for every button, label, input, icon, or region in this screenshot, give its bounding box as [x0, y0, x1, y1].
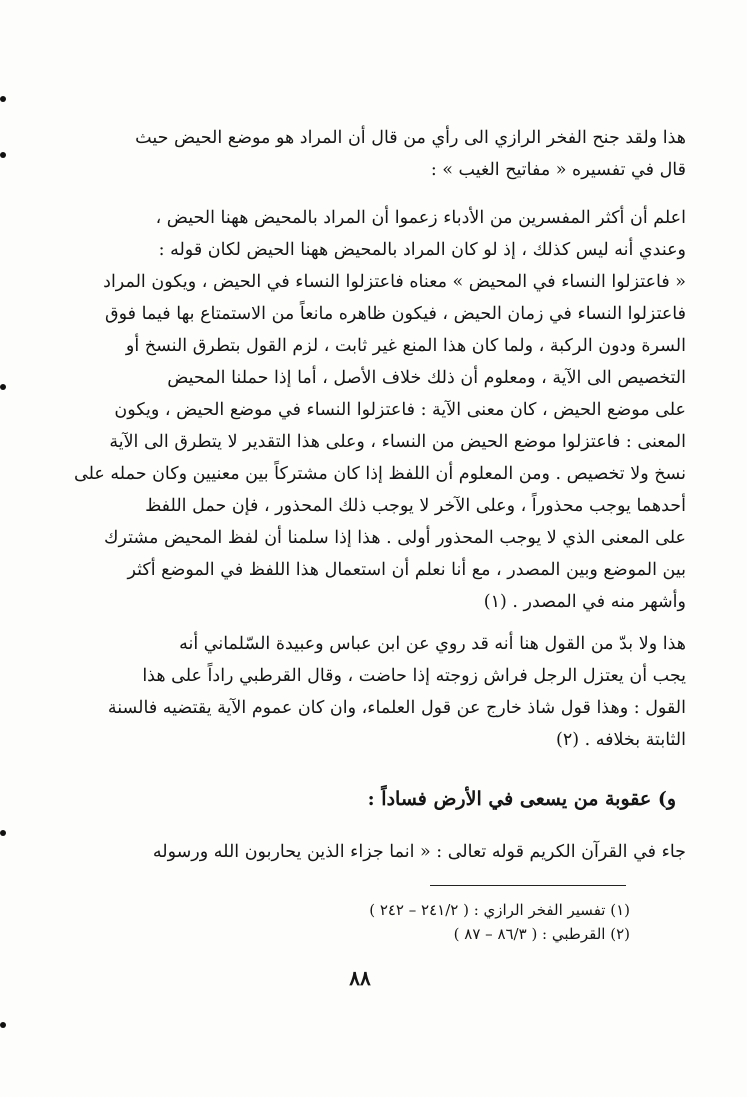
text-line: اعلم أن أكثر المفسرين من الأدباء زعموا أن المراد بالمحيض ههنا الحيض ،	[155, 208, 686, 228]
text-line: التخصيص الى الآية ، ومعلوم أن ذلك خلاف الأصل ، أما إذا حملنا المحيض	[167, 368, 686, 388]
text-line: هذا ولقد جنح الفخر الرازي الى رأي من قال أن المراد هو موضع الحيض حيث	[135, 128, 686, 148]
page-number: ٨٨	[349, 966, 371, 990]
paragraph-intro	[62, 122, 686, 186]
footnote-divider	[430, 885, 626, 886]
footnotes	[300, 898, 630, 946]
text-line: وعندي أنه ليس كذلك ، إذ لو كان المراد بالمحيض ههنا الحيض لكان قوله :	[158, 240, 686, 260]
text-line: وأشهر منه في المصدر . (١)	[483, 592, 686, 612]
footnote-1: (١) تفسير الفخر الرازي : ( ٢٤١/٢ – ٢٤٢ )	[369, 901, 630, 919]
scan-margin-mark	[0, 1022, 6, 1028]
scan-margin-mark	[0, 96, 6, 102]
paragraph-quote-razi	[62, 202, 686, 618]
scan-margin-mark	[0, 830, 6, 836]
paragraph-quran-verse	[62, 836, 686, 868]
text-line: « فاعتزلوا النساء في المحيض » معناه فاعتزلوا النساء في الحيض ، ويكون المراد	[103, 272, 686, 292]
footnote-2: (٢) القرطبي : ( ٨٦/٣ – ٨٧ )	[453, 925, 630, 943]
text-line: على المعنى الذي لا يوجب المحذور أولى . هذا إذا سلمنا أن لفظ المحيض مشترك	[104, 528, 686, 548]
text-line: بين الموضع وبين المصدر ، مع أنا نعلم أن استعمال هذا اللفظ في الموضع أكثر	[127, 560, 686, 580]
section-heading: و) عقوبة من يسعى في الأرض فساداً :	[367, 788, 676, 810]
text-line: أحدهما يوجب محذوراً ، وعلى الآخر لا يوجب ذلك المحذور ، فإن حمل اللفظ	[145, 496, 686, 516]
text-line: السرة ودون الركبة ، ولما كان هذا المنع غير ثابت ، لزم القول بتطرق النسخ أو	[125, 336, 686, 356]
text-line: قال في تفسيره « مفاتيح الغيب » :	[430, 160, 686, 180]
text-line: جاء في القرآن الكريم قوله تعالى : « انما جزاء الذين يحاربون الله ورسوله	[152, 842, 686, 862]
text-line: نسخ ولا تخصيص . ومن المعلوم أن اللفظ إذا كان مشتركاً بين معنيين وكان حمله على	[74, 464, 686, 484]
paragraph-qurtubi	[62, 628, 686, 756]
scan-margin-mark	[0, 384, 6, 390]
text-line: فاعتزلوا النساء في زمان الحيض ، فيكون ظاهره مانعاً من الاستمتاع بها فيما فوق	[105, 304, 686, 324]
text-line: الثابتة بخلافه . (٢)	[555, 730, 686, 750]
text-line: هذا ولا بدّ من القول هنا أنه قد روي عن ابن عباس وعبيدة السّلماني أنه	[179, 634, 686, 654]
text-line: يجب أن يعتزل الرجل فراش زوجته إذا حاضت ، وقال القرطبي راداً على هذا	[142, 666, 686, 686]
scan-margin-mark	[0, 152, 6, 158]
text-line: المعنى : فاعتزلوا موضع الحيض من النساء ، وعلى هذا التقدير لا يتطرق الى الآية	[109, 432, 686, 452]
text-line: القول : وهذا قول شاذ خارج عن قول العلماء، وان كان عموم الآية يقتضيه فالسنة	[107, 698, 686, 718]
text-line: على موضع الحيض ، كان معنى الآية : فاعتزلوا النساء في موضع الحيض ، ويكون	[114, 400, 686, 420]
